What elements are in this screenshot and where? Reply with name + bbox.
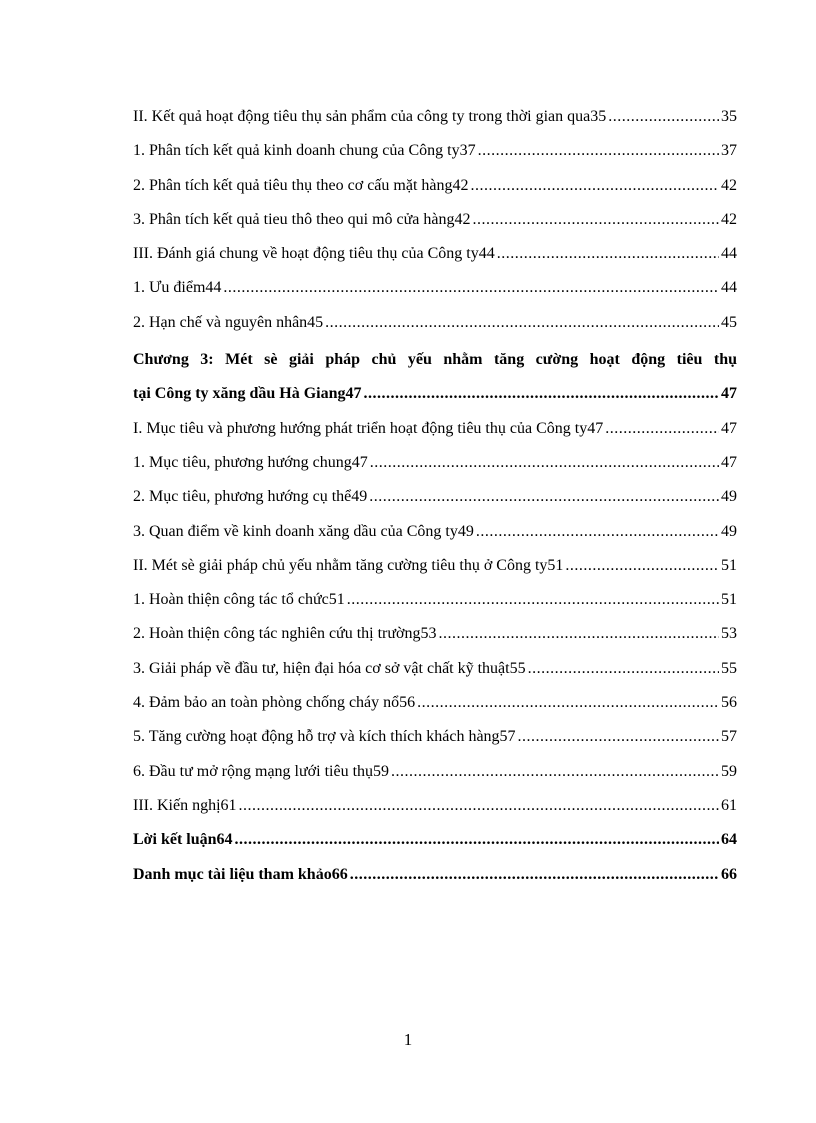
- toc-leader-dots: [363, 384, 719, 404]
- toc-leader-dots: [239, 796, 719, 816]
- toc-entry-title: 2. Mục tiêu, phương hướng cụ thể49: [133, 488, 368, 506]
- toc-leader-dots: [476, 522, 719, 542]
- toc-entry-title: 1. Ưu điểm44: [133, 279, 222, 297]
- toc-entry-references: [133, 862, 737, 896]
- toc-entry-page: 42: [721, 176, 737, 194]
- toc-entry-page: 55: [721, 659, 737, 677]
- toc-leader-dots: [518, 727, 719, 747]
- toc-entry-page: 47: [721, 385, 737, 403]
- toc-entry: [133, 519, 737, 553]
- toc-entry: [133, 207, 737, 241]
- toc-entry-title: I. Mục tiêu và phương hướng phát triển hoạt động tiêu thụ của Công ty47: [133, 419, 604, 437]
- toc-entry-page: 45: [721, 313, 737, 331]
- toc-entry-page: 47: [721, 453, 737, 471]
- toc-entry-title: 1. Hoàn thiện công tác tổ chức51: [133, 591, 345, 609]
- toc-entry-page: 49: [721, 488, 737, 506]
- toc-entry-page: 64: [721, 831, 737, 849]
- chapter-title-line2: tại Công ty xăng dầu Hà Giang47: [133, 385, 362, 403]
- toc-entry: [133, 138, 737, 172]
- toc-leader-dots: [528, 659, 719, 679]
- toc-leader-dots: [350, 865, 719, 885]
- toc-leader-dots: [565, 556, 719, 576]
- toc-entry-page: 66: [721, 865, 737, 883]
- toc-leader-dots: [417, 693, 719, 713]
- toc-entry-page: 53: [721, 625, 737, 643]
- toc-leader-dots: [347, 590, 719, 610]
- toc-entry: [133, 484, 737, 518]
- toc-entry: [133, 104, 737, 138]
- toc-entry-page: 42: [721, 210, 737, 228]
- toc-leader-dots: [470, 176, 719, 196]
- toc-entry-title: 2. Phân tích kết quả tiêu thụ theo cơ cấu mặt hàng42: [133, 176, 469, 194]
- toc-entry-title: 3. Phân tích kết quả tieu thô theo qui mô cửa hàng42: [133, 210, 471, 228]
- toc-entry-page: 56: [721, 694, 737, 712]
- toc-entry-title: 4. Đảm bảo an toàn phòng chống cháy nổ56: [133, 694, 416, 712]
- toc-entry-title: 3. Giải pháp về đầu tư, hiện đại hóa cơ sở vật chất kỹ thuật55: [133, 659, 526, 677]
- toc-entry-title: 3. Quan điểm về kinh doanh xăng dầu của Công ty49: [133, 522, 474, 540]
- toc-entry: [133, 275, 737, 309]
- toc-entry-page: 57: [721, 728, 737, 746]
- toc-entry-title: II. Kết quả hoạt động tiêu thụ sản phẩm của công ty trong thời gian qua35: [133, 108, 607, 125]
- toc-leader-dots: [605, 419, 719, 439]
- toc-entry-title: 6. Đầu tư mở rộng mạng lưới tiêu thụ59: [133, 762, 390, 780]
- toc-entry: [133, 759, 737, 793]
- toc-entry: [133, 173, 737, 207]
- toc-leader-dots: [370, 453, 719, 473]
- toc-entry: [133, 587, 737, 621]
- toc-entry: [133, 416, 737, 450]
- toc-entry: [133, 450, 737, 484]
- toc-entry-title: III. Kiến nghị61: [133, 796, 237, 814]
- toc-entry-page: 44: [721, 279, 737, 297]
- toc-entry-page: 44: [721, 245, 737, 263]
- toc-entry-page: 35: [721, 108, 737, 125]
- toc-entry-page: 37: [721, 142, 737, 160]
- toc-leader-dots: [223, 278, 719, 298]
- toc-entry-page: 51: [721, 591, 737, 609]
- toc-entry-page: 59: [721, 762, 737, 780]
- toc-entry-title: 2. Hạn chế và nguyên nhân45: [133, 313, 324, 331]
- toc-entry: [133, 656, 737, 690]
- toc-entry-page: 51: [721, 556, 737, 574]
- toc-leader-dots: [391, 762, 719, 782]
- toc-entry-page: 49: [721, 522, 737, 540]
- toc-entry-title: II. Mét sè giải pháp chủ yếu nhằm tăng cường tiêu thụ ở Công ty51: [133, 556, 564, 574]
- toc-chapter-heading: [133, 344, 737, 416]
- toc-entry: [133, 690, 737, 724]
- toc-entry-title: Danh mục tài liệu tham khảo66: [133, 865, 348, 883]
- toc-entry: [133, 793, 737, 827]
- toc-leader-dots: [478, 141, 719, 161]
- toc-leader-dots: [497, 244, 719, 264]
- toc-leader-dots: [325, 313, 719, 333]
- toc-entry-title: 1. Mục tiêu, phương hướng chung47: [133, 453, 368, 471]
- toc-entry-title: III. Đánh giá chung về hoạt động tiêu thụ của Công ty44: [133, 245, 495, 263]
- toc-entry: [133, 621, 737, 655]
- toc-leader-dots: [473, 210, 720, 230]
- toc-leader-dots: [439, 624, 719, 644]
- toc-entry-title: 5. Tăng cường hoạt động hỗ trợ và kích thích khách hàng57: [133, 728, 516, 746]
- chapter-title-line1: Chương 3: Mét sè giải pháp chủ yếu nhằm tăng cường hoạt động tiêu thụ: [133, 351, 737, 369]
- toc-entry: [133, 724, 737, 758]
- toc-leader-dots: [235, 830, 719, 850]
- toc-entry: [133, 310, 737, 344]
- page-number: 1: [403, 1030, 413, 1049]
- table-of-contents: [133, 104, 737, 896]
- toc-entry-conclusion: [133, 827, 737, 861]
- toc-entry-page: 47: [721, 419, 737, 437]
- toc-leader-dots: [608, 107, 719, 127]
- toc-leader-dots: [369, 487, 719, 507]
- toc-entry-title: Lời kết luận64: [133, 831, 233, 849]
- toc-entry-title: 2. Hoàn thiện công tác nghiên cứu thị trường53: [133, 625, 437, 643]
- toc-entry-page: 61: [721, 796, 737, 814]
- toc-entry: [133, 241, 737, 275]
- toc-entry-title: 1. Phân tích kết quả kinh doanh chung của Công ty37: [133, 142, 476, 160]
- toc-entry: [133, 553, 737, 587]
